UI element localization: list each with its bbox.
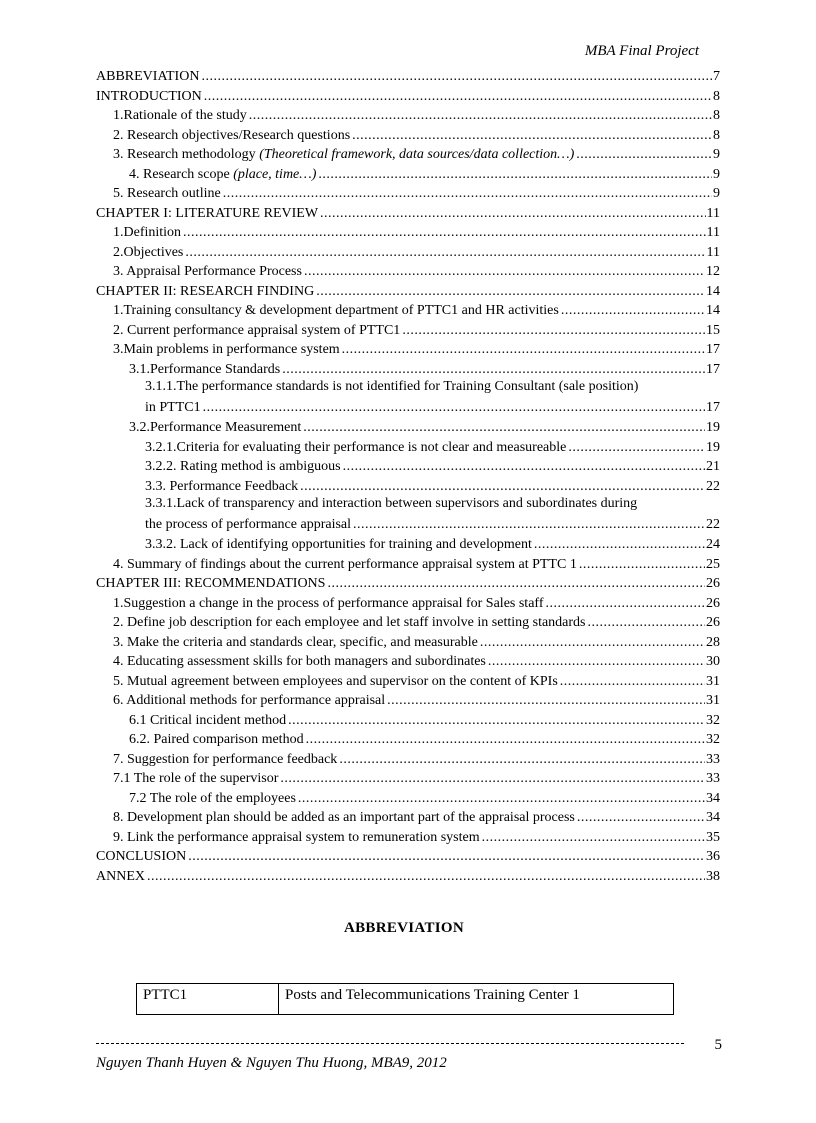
abbreviation-table (136, 983, 674, 1015)
toc-page-number: 30 (706, 653, 720, 669)
toc-dot-leader (318, 167, 712, 183)
toc-page-number: 26 (706, 614, 720, 630)
toc-page-number: 17 (706, 361, 720, 377)
toc-dot-leader (304, 264, 705, 280)
abbreviation-term: PTTC1 (137, 984, 279, 1014)
toc-entry[interactable] (113, 221, 720, 241)
toc-dot-leader (203, 400, 705, 416)
toc-dot-leader (568, 440, 705, 456)
toc-entry[interactable] (145, 455, 720, 475)
toc-entry[interactable] (96, 65, 720, 85)
toc-entry-title (113, 303, 561, 319)
toc-page-number: 33 (706, 751, 720, 767)
toc-page-number: 31 (706, 673, 720, 689)
toc-entry[interactable] (113, 553, 720, 573)
toc-entry[interactable] (113, 104, 720, 124)
toc-entry-title (113, 323, 402, 339)
toc-dot-leader (353, 517, 705, 533)
toc-entry-title (113, 654, 488, 670)
toc-page-number: 14 (706, 283, 720, 299)
toc-entry-title-text: 3.Main problems in performance system (113, 341, 340, 357)
toc-entry-title (113, 830, 482, 846)
toc-entry-title-text: 3. Make the criteria and standards clear, specific, and measurable (113, 634, 478, 650)
toc-entry-title-italic: (place, time…) (233, 166, 317, 182)
toc-entry-title-text: 6. Additional methods for performance appraisal (113, 692, 386, 708)
toc-page-number: 14 (706, 302, 720, 318)
toc-entry[interactable] (113, 299, 720, 319)
toc-entry[interactable] (113, 592, 720, 612)
toc-dot-leader (223, 186, 712, 202)
toc-entry-title-text: 2.Objectives (113, 244, 184, 260)
toc-dot-leader (577, 810, 705, 826)
toc-entry-title (113, 147, 576, 163)
toc-entry-title (113, 128, 352, 144)
toc-entry[interactable] (129, 728, 720, 748)
toc-dot-leader (320, 206, 705, 222)
toc-entry-title-text: 3.1.Performance Standards (129, 361, 281, 377)
toc-entry[interactable] (145, 475, 720, 495)
toc-dot-leader (147, 869, 705, 885)
toc-entry-title (113, 186, 223, 202)
toc-dot-leader (288, 713, 705, 729)
toc-entry-title (113, 108, 249, 124)
toc-dot-leader (185, 245, 705, 261)
toc-entry[interactable] (96, 85, 720, 105)
toc-entry-title-text: 6.2. Paired comparison method (129, 731, 304, 747)
toc-entry[interactable] (113, 124, 720, 144)
toc-entry[interactable] (145, 533, 720, 553)
toc-page-number: 8 (713, 88, 720, 104)
toc-page-number: 33 (706, 770, 720, 786)
toc-dot-leader (482, 830, 705, 846)
toc-dot-leader (588, 615, 706, 631)
toc-entry-title (113, 635, 480, 651)
toc-page-number: 22 (706, 517, 720, 532)
toc-entry[interactable] (96, 280, 720, 300)
toc-entry-title (96, 849, 188, 865)
toc-entry-title (113, 596, 546, 612)
toc-entry-title-text: ANNEX (96, 868, 145, 884)
toc-entry-title (113, 752, 339, 768)
toc-page-number: 28 (706, 634, 720, 650)
toc-page-number: 32 (706, 712, 720, 728)
toc-entry-title (96, 576, 327, 592)
toc-entry[interactable] (113, 182, 720, 202)
toc-entry-title-text: 1.Training consultancy & development department of PTTC1 and HR activities (113, 302, 559, 318)
toc-entry-title-text: 7.2 The role of the employees (129, 790, 296, 806)
toc-entry-title (129, 732, 306, 748)
toc-dot-leader (201, 69, 712, 85)
toc-entry-title-text: 3. Research methodology (113, 146, 260, 162)
toc-page-number: 8 (713, 107, 720, 123)
toc-page-number: 25 (706, 556, 720, 572)
toc-dot-leader (546, 596, 706, 612)
toc-entry-title-text: 2. Define job description for each employee and let staff involve in setting standards (113, 614, 586, 630)
toc-entry-title-text: 3.2.2. Rating method is ambiguous (145, 458, 341, 474)
toc-entry[interactable] (113, 241, 720, 261)
toc-entry-title-text: CHAPTER I: LITERATURE REVIEW (96, 205, 319, 221)
toc-dot-leader (402, 323, 705, 339)
toc-dot-leader (576, 147, 712, 163)
toc-dot-leader (343, 459, 705, 475)
toc-entry-title (129, 791, 298, 807)
toc-entry-title-text: 5. Mutual agreement between employees and supervisor on the content of KPIs (113, 673, 558, 689)
toc-page-number: 26 (706, 575, 720, 591)
toc-entry-title: in PTTC1 (145, 400, 201, 415)
toc-page-number: 34 (706, 790, 720, 806)
toc-dot-leader (480, 635, 705, 651)
toc-dot-leader (300, 479, 705, 495)
toc-dot-leader (306, 732, 705, 748)
toc-entry-title-text: 3.2.Performance Measurement (129, 419, 302, 435)
toc-entry[interactable] (96, 202, 720, 222)
toc-entry[interactable] (96, 865, 720, 885)
toc-entry-title-text: 5. Research outline (113, 185, 221, 201)
toc-entry-title-text: CONCLUSION (96, 848, 187, 864)
footer-authors: Nguyen Thanh Huyen & Nguyen Thu Huong, MBA9, 2012 (96, 1055, 447, 1071)
toc-entry-title-text: CHAPTER III: RECOMMENDATIONS (96, 575, 326, 591)
toc-dot-leader (280, 771, 705, 787)
toc-entry[interactable] (113, 611, 720, 631)
toc-entry[interactable] (129, 709, 720, 729)
toc-dot-leader (488, 654, 705, 670)
toc-dot-leader (327, 576, 705, 592)
toc-page-number: 26 (706, 595, 720, 611)
toc-entry[interactable] (129, 416, 720, 436)
toc-entry-title-text: 3.3. Performance Feedback (145, 478, 299, 494)
toc-entry-title (113, 245, 185, 261)
toc-page-number: 34 (706, 809, 720, 825)
toc-entry-title-text: 3.2.1.Criteria for evaluating their performance is not clear and measureable (145, 439, 567, 455)
abbreviation-meaning: Posts and Telecommunications Training Center 1 (285, 987, 580, 1003)
toc-entry[interactable] (113, 826, 720, 846)
toc-entry-title (96, 89, 204, 105)
toc-entry[interactable] (113, 748, 720, 768)
toc-page-number: 17 (706, 400, 720, 415)
toc-page-number: 22 (706, 478, 720, 494)
toc-entry-title (113, 771, 280, 787)
toc-entry[interactable] (145, 397, 720, 417)
toc-entry-title (96, 69, 201, 85)
toc-entry-title (129, 362, 282, 378)
toc-entry[interactable] (113, 806, 720, 826)
toc-entry-title-text: 3. Appraisal Performance Process (113, 263, 302, 279)
toc-page-number: 38 (706, 868, 720, 884)
toc-page-number: 11 (706, 205, 720, 221)
toc-entry[interactable] (113, 631, 720, 651)
toc-page-number: 9 (713, 166, 720, 182)
toc-entry[interactable] (113, 670, 720, 690)
toc-entry-title: 3.1.1.The performance standards is not identified for Training Consultant (sale position) (145, 379, 639, 394)
toc-entry[interactable] (113, 143, 720, 163)
toc-page-number: 8 (713, 127, 720, 143)
toc-entry-title (113, 264, 304, 280)
toc-entry-title-text: 8. Development plan should be added as an important part of the appraisal process (113, 809, 575, 825)
toc-entry-title-text: 7.1 The role of the supervisor (113, 770, 279, 786)
toc-page-number: 32 (706, 731, 720, 747)
toc-entry-title (113, 810, 577, 826)
toc-dot-leader (298, 791, 705, 807)
toc-entry[interactable] (113, 689, 720, 709)
toc-entry-title (96, 206, 320, 222)
toc-dot-leader (188, 849, 705, 865)
toc-entry-title-text: 4. Summary of findings about the current performance appraisal system at PTTC 1 (113, 556, 577, 572)
footer-divider (96, 1043, 684, 1044)
toc-dot-leader (282, 362, 705, 378)
toc-entry-title-text: 1.Rationale of the study (113, 107, 247, 123)
toc-entry-title (113, 557, 579, 573)
toc-entry-title-text: 3.3.2. Lack of identifying opportunities for training and development (145, 536, 532, 552)
toc-page-number: 21 (706, 458, 720, 474)
toc-entry-title-text: 4. Research scope (129, 166, 234, 182)
toc-dot-leader (316, 284, 705, 300)
toc-entry-title (129, 167, 318, 183)
toc-entry-title-text: 2. Current performance appraisal system of PTTC1 (113, 322, 401, 338)
toc-entry-title (113, 225, 183, 241)
toc-page-number: 35 (706, 829, 720, 845)
toc-entry[interactable] (113, 767, 720, 787)
toc-entry-title (145, 459, 343, 475)
toc-entry-title-text: 1.Suggestion a change in the process of performance appraisal for Sales staff (113, 595, 544, 611)
toc-dot-leader (561, 303, 705, 319)
toc-dot-leader (342, 342, 705, 358)
header-project-title: MBA Final Project (584, 43, 699, 59)
toc-dot-leader (352, 128, 712, 144)
abbreviation-heading: ABBREVIATION (343, 920, 464, 936)
toc-dot-leader (534, 537, 705, 553)
toc-entry-title-text: 6.1 Critical incident method (129, 712, 287, 728)
toc-entry-title: 3.3.1.Lack of transparency and interaction between supervisors and subordinates during (145, 496, 638, 511)
toc-dot-leader (560, 674, 705, 690)
toc-page-number: 11 (706, 224, 720, 240)
toc-entry-title (145, 440, 568, 456)
toc-entry-title (96, 284, 316, 300)
toc-dot-leader (387, 693, 705, 709)
toc-entry[interactable] (129, 787, 720, 807)
toc-page-number: 12 (706, 263, 720, 279)
toc-entry[interactable] (113, 650, 720, 670)
toc-page-number: 17 (706, 341, 720, 357)
toc-page-number: 9 (713, 185, 720, 201)
toc-entry-title-text: 2. Research objectives/Research questions (113, 127, 351, 143)
toc-entry[interactable] (96, 845, 720, 865)
toc-page-number: 19 (706, 439, 720, 455)
toc-entry[interactable] (129, 358, 720, 378)
toc-page-number: 9 (713, 146, 720, 162)
toc-page-number: 31 (706, 692, 720, 708)
toc-entry-title-text: 1.Definition (113, 224, 182, 240)
toc-entry-title (113, 615, 588, 631)
toc-entry-title: the process of performance appraisal (145, 517, 352, 532)
toc-dot-leader (303, 420, 705, 436)
toc-entry[interactable] (113, 338, 720, 358)
toc-entry[interactable] (113, 260, 720, 280)
toc-entry-title-italic: (Theoretical framework, data sources/data collection…) (259, 146, 575, 162)
toc-page-number: 36 (706, 848, 720, 864)
toc-dot-leader (204, 89, 712, 105)
toc-entry[interactable] (113, 319, 720, 339)
toc-entry-title-text: 4. Educating assessment skills for both managers and subordinates (113, 653, 486, 669)
toc-entry-title (113, 693, 387, 709)
toc-page-number: 15 (706, 322, 720, 338)
toc-page-number: 24 (706, 536, 720, 552)
toc-dot-leader (183, 225, 705, 241)
toc-page-number: 19 (706, 419, 720, 435)
toc-entry-title (113, 674, 560, 690)
toc-entry[interactable] (145, 514, 720, 534)
toc-entry-title (113, 342, 342, 358)
toc-entry-title-text: 7. Suggestion for performance feedback (113, 751, 338, 767)
toc-entry-title (145, 479, 300, 495)
toc-entry-title (145, 537, 534, 553)
toc-entry-title (129, 713, 288, 729)
toc-entry[interactable] (96, 572, 720, 592)
toc-entry-title (96, 869, 147, 885)
toc-page-number: 11 (706, 244, 720, 260)
toc-entry-title-text: 9. Link the performance appraisal system to remuneration system (113, 829, 480, 845)
toc-entry[interactable] (129, 163, 720, 183)
toc-dot-leader (339, 752, 705, 768)
page-number: 5 (714, 1037, 722, 1053)
toc-entry[interactable] (145, 436, 720, 456)
toc-dot-leader (579, 557, 705, 573)
toc-page-number: 7 (713, 68, 720, 84)
toc-entry-title (129, 420, 303, 436)
toc-entry-title-text: INTRODUCTION (96, 88, 202, 104)
toc-dot-leader (249, 108, 712, 124)
toc-entry-title-text: ABBREVIATION (96, 68, 200, 84)
toc-entry-title-text: CHAPTER II: RESEARCH FINDING (96, 283, 315, 299)
